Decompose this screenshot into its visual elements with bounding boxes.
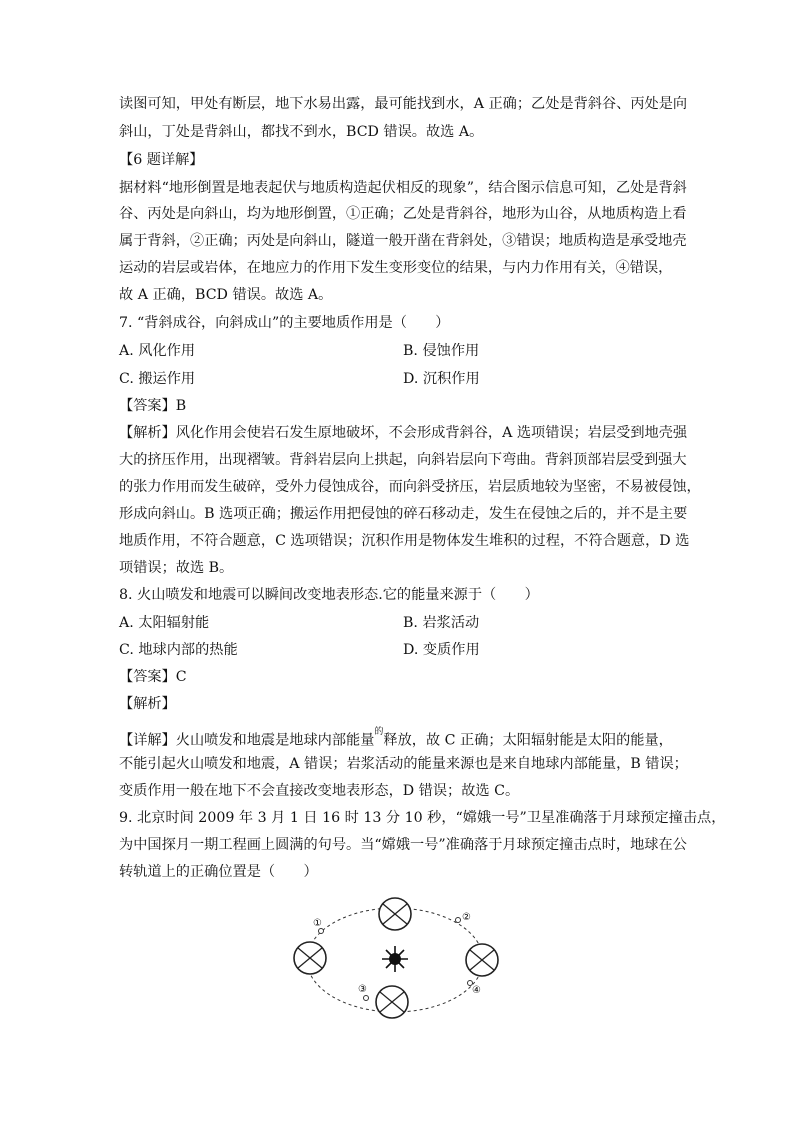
label-position-1: ① <box>313 918 322 929</box>
position-marker-1 <box>319 929 324 934</box>
q8-analysis-header: 【解析】 <box>119 696 176 712</box>
label-position-3: ③ <box>358 984 367 995</box>
q8-question: 8. 火山喷发和地震可以瞬间改变地表形态.它的能量来源于（ ） <box>119 587 539 603</box>
q8-detail-part: 【详解】火山喷发和地震是地球内部能量 <box>119 732 375 749</box>
q8-detail-line: 不能引起火山喷发和地震，A 错误；岩浆活动的能量来源也是来自地球内部能量，B 错误； <box>119 756 688 772</box>
q9-question-line: 转轨道上的正确位置是（ ） <box>119 864 318 880</box>
q6-explanation-line: 谷、丙处是向斜山，均为地形倒置，①正确；乙处是背斜谷，地形为山谷，从地质构造上看 <box>119 206 687 222</box>
q6-explanation-line: 属于背斜，②正确；丙处是向斜山，隧道一般开凿在背斜处，③错误；地质构造是承受地壳 <box>119 233 687 249</box>
q9-question-line: 为中国探月一期工程画上圆满的句号。当“嫦娥一号”准确落于月球预定撞击点时，地球在公 <box>119 837 687 853</box>
q8-option-c: C. 地球内部的热能 <box>119 642 238 658</box>
label-position-4: ④ <box>472 985 481 996</box>
q6-explanation-line: 运动的岩层或岩体，在地应力的作用下发生变形变位的结果，与内力作用有关，④错误， <box>119 260 673 276</box>
earth-orbit-diagram <box>286 890 516 1030</box>
q7-answer: 【答案】B <box>119 398 187 414</box>
q9-question-line: 9. 北京时间 2009 年 3 月 1 日 16 时 13 分 10 秒，“嫦娥一号”卫星准确落于月球预定撞击点， <box>119 810 726 826</box>
q8-detail-part: 释放，故 C 正确；太阳辐射能是太阳的能量， <box>383 732 673 749</box>
q8-option-b: B. 岩浆活动 <box>403 615 480 631</box>
q7-option-a: A. 风化作用 <box>119 343 196 359</box>
earth-position-right <box>466 944 498 976</box>
q7-analysis-line: 形成向斜山。B 选项正确；搬运作用把侵蚀的碎石移动走，发生在侵蚀之后的，并不是主要 <box>119 506 688 522</box>
q8-detail-superscript: 的 <box>374 727 384 737</box>
q7-question: 7. “背斜成谷，向斜成山”的主要地质作用是（ ） <box>119 315 450 331</box>
q8-detail-line: 变质作用一般在地下不会直接改变地表形态，D 错误；故选 C。 <box>119 783 520 799</box>
q6-header: 【6 题详解】 <box>119 152 204 168</box>
q8-answer: 【答案】C <box>119 669 187 685</box>
earth-position-bottom <box>376 986 408 1018</box>
q7-analysis-line: 的张力作用而发生破碎，受外力侵蚀成谷，而向斜受挤压，岩层质地较为坚密，不易被侵蚀， <box>119 479 701 495</box>
q7-option-d: D. 沉积作用 <box>403 371 480 387</box>
earth-position-left <box>294 942 326 974</box>
q8-option-d: D. 变质作用 <box>403 642 480 658</box>
explanation-line: 读图可知，甲处有断层，地下水易出露，最可能找到水，A 正确；乙处是背斜谷、丙处是向 <box>119 96 688 112</box>
explanation-line: 斜山，丁处是背斜山，都找不到水，BCD 错误。故选 A。 <box>119 124 484 140</box>
sun-icon <box>382 946 408 972</box>
position-marker-3 <box>364 996 369 1001</box>
q8-detail-line <box>119 727 679 751</box>
q7-option-c: C. 搬运作用 <box>119 371 196 387</box>
q7-analysis-line: 【解析】风化作用会使岩石发生原地破坏，不会形成背斜谷，A 选项错误；岩层受到地壳强 <box>119 425 688 441</box>
q6-explanation-line: 据材料“地形倒置是地表起伏与地质构造起伏相反的现象”，结合图示信息可知，乙处是背斜 <box>119 180 687 196</box>
q7-analysis-line: 大的挤压作用，出现褶皱。背斜岩层向上拱起，向斜岩层向下弯曲。背斜顶部岩层受到强大 <box>119 452 687 468</box>
label-position-2: ② <box>462 912 471 923</box>
q7-analysis-line: 地质作用，不符合题意，C 选项错误；沉积作用是物体发生堆积的过程，不符合题意，D 选 <box>119 533 690 549</box>
position-marker-2 <box>456 918 461 923</box>
earth-position-top <box>379 898 411 930</box>
q7-option-b: B. 侵蚀作用 <box>403 343 480 359</box>
q7-analysis-line: 项错误；故选 B。 <box>119 560 234 576</box>
q8-option-a: A. 太阳辐射能 <box>119 615 210 631</box>
q6-explanation-line: 故 A 正确，BCD 错误。故选 A。 <box>119 287 333 303</box>
